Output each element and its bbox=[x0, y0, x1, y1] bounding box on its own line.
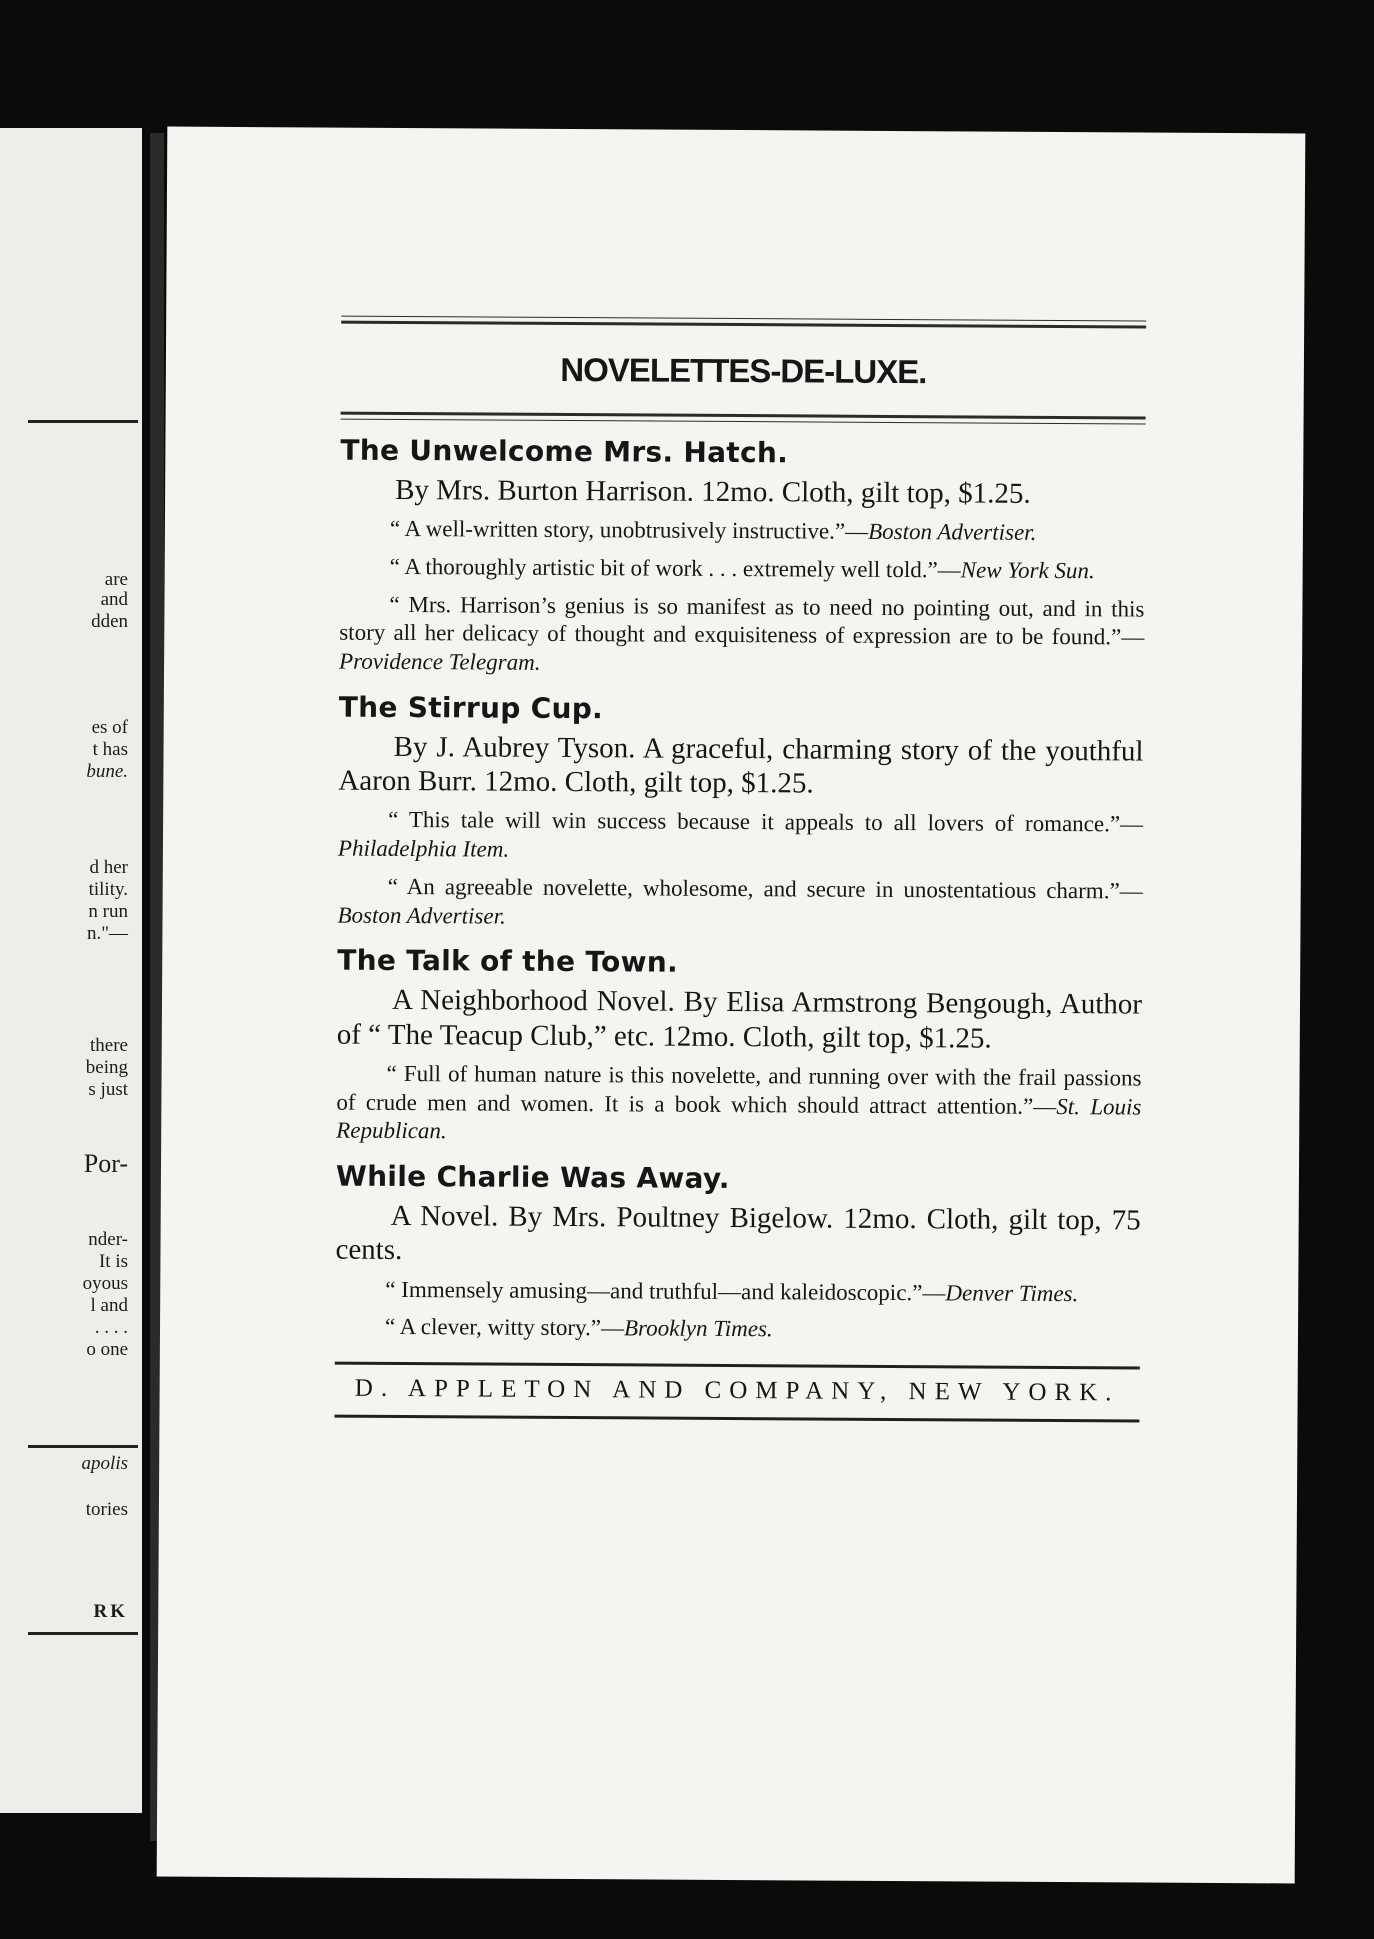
review-source: Boston Advertiser. bbox=[337, 902, 506, 929]
review-source: St. Louis Republican. bbox=[336, 1093, 1142, 1144]
review-text: “ Immensely amusing—and truthful—and kaleidoscopic.”— bbox=[385, 1276, 946, 1305]
left-page-text-fragment: s just bbox=[88, 1079, 128, 1100]
adjacent-page bbox=[0, 128, 142, 1813]
book-entry bbox=[335, 1160, 1141, 1347]
page-content bbox=[334, 316, 1146, 1423]
left-page-text-fragment: t has bbox=[92, 739, 128, 760]
left-page-text-fragment: RK bbox=[93, 1601, 128, 1622]
left-page-rule bbox=[28, 420, 138, 423]
publisher-imprint: D. APPLETON AND COMPANY, NEW YORK. bbox=[334, 1362, 1139, 1423]
review-text: “ Mrs. Harrison’s genius is so manifest as to need no pointing out, and in this story all her delicacy of thought and exquisiteness of expression are to be found.”— bbox=[339, 591, 1145, 650]
left-page-text-fragment: Por- bbox=[83, 1149, 128, 1178]
book-title: The Unwelcome Mrs. Hatch. bbox=[340, 433, 789, 470]
left-page-text-fragment: l and bbox=[90, 1295, 128, 1316]
left-page-text-fragment: being bbox=[85, 1057, 128, 1078]
book-title: While Charlie Was Away. bbox=[335, 1159, 730, 1196]
review-text: “ Full of human nature is this novelette, and running over with the frail passions of crude men and women. It is a book which should attract attention.”— bbox=[336, 1060, 1142, 1119]
top-rule bbox=[341, 316, 1146, 331]
book-description: A Novel. By Mrs. Poultney Bigelow. 12mo. Cloth, gilt top, 75 cents. bbox=[335, 1200, 1141, 1267]
review-source: Brooklyn Times. bbox=[623, 1315, 773, 1342]
book-description: By J. Aubrey Tyson. A graceful, charming story of the youthful Aaron Burr. 12mo. Cloth, gilt top, $1.25. bbox=[338, 730, 1144, 800]
review-quote bbox=[339, 590, 1145, 681]
series-title: NOVELETTES-DE-LUXE. bbox=[560, 350, 927, 391]
left-page-text-fragment: n run bbox=[88, 901, 128, 922]
review-source: Providence Telegram. bbox=[339, 648, 541, 676]
book-description: A Neighborhood Novel. By Elisa Armstrong Bengough, Author of “ The Teacup Club,” etc. 12mo. Cloth, gilt top, $1.25. bbox=[336, 984, 1143, 1055]
left-page-text-fragment: It is bbox=[98, 1251, 128, 1272]
left-page-text-fragment: tories bbox=[85, 1499, 128, 1520]
review-source: Boston Advertiser. bbox=[868, 519, 1037, 546]
book-title: The Stirrup Cup. bbox=[338, 690, 604, 726]
review-text: “ A clever, witty story.”— bbox=[384, 1314, 625, 1341]
review-source: Denver Times. bbox=[945, 1279, 1079, 1306]
left-page-text-fragment: n."— bbox=[86, 923, 128, 944]
review-text: “ A thoroughly artistic bit of work . . . extremely well told.”— bbox=[389, 553, 961, 583]
review-source: New York Sun. bbox=[960, 557, 1095, 584]
book-title: The Talk of the Town. bbox=[337, 944, 679, 980]
left-page-text-fragment: bune. bbox=[86, 761, 128, 782]
review-quote bbox=[340, 515, 1145, 549]
book-entry bbox=[339, 434, 1145, 682]
left-page-text-fragment: nder- bbox=[88, 1229, 128, 1250]
left-page-text-fragment: . . . . bbox=[94, 1317, 128, 1338]
left-page-rule bbox=[28, 1632, 138, 1635]
left-page-text-fragment: and bbox=[100, 589, 128, 610]
left-page-text-fragment: es of bbox=[91, 717, 128, 738]
left-page-text-fragment: o one bbox=[86, 1339, 128, 1360]
left-page-text-fragment: there bbox=[90, 1035, 128, 1056]
left-page-text-fragment: dden bbox=[91, 611, 128, 632]
book-list bbox=[335, 434, 1146, 1347]
review-quote bbox=[335, 1275, 1140, 1309]
book-entry bbox=[337, 691, 1143, 935]
left-page-text-fragment: d her bbox=[89, 857, 128, 878]
review-text: “ A well-written story, unobtrusively instructive.”— bbox=[389, 516, 869, 545]
left-page-text-fragment: oyous bbox=[82, 1273, 128, 1294]
title-rule bbox=[341, 410, 1146, 425]
left-page-text-fragment: apolis bbox=[81, 1453, 128, 1474]
review-quote bbox=[336, 1059, 1142, 1150]
left-page-rule bbox=[28, 1445, 138, 1448]
left-page-text-fragment: are bbox=[104, 569, 128, 590]
review-quote bbox=[340, 553, 1145, 587]
left-page-text-fragment: tility. bbox=[88, 879, 128, 900]
book-description: By Mrs. Burton Harrison. 12mo. Cloth, gilt top, $1.25. bbox=[395, 473, 1031, 510]
review-text: “ This tale will win success because it appeals to all lovers of romance.”— bbox=[388, 807, 1144, 837]
book-entry bbox=[336, 944, 1142, 1151]
review-quote bbox=[338, 806, 1143, 868]
review-source: Philadelphia Item. bbox=[337, 835, 510, 862]
advertisement-page bbox=[157, 127, 1306, 1884]
review-quote bbox=[337, 873, 1142, 935]
review-text: “ An agreeable novelette, wholesome, and secure in unostentatious charm.”— bbox=[387, 873, 1143, 904]
review-quote bbox=[335, 1313, 1140, 1347]
